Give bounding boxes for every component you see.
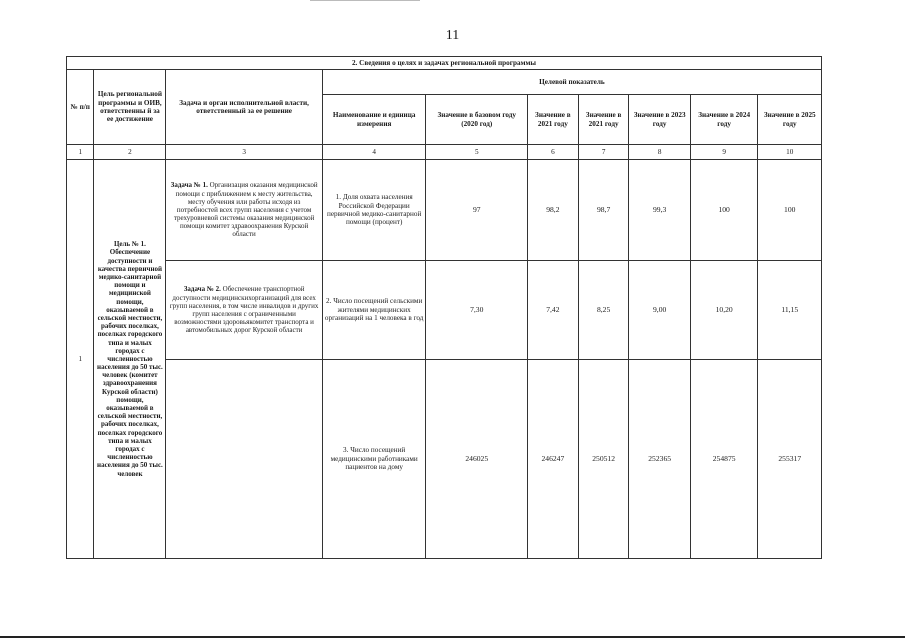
column-number: 10 — [758, 145, 822, 160]
indicator-2021-b: 98,7 — [578, 160, 629, 261]
indicator-name: 2. Число посещений сельскими жителями медицинских организаций на 1 человека в год — [322, 261, 426, 360]
column-number: 4 — [322, 145, 426, 160]
section-title: 2. Сведения о целях и задачах региональной программы — [67, 57, 822, 70]
indicator-2021-b: 8,25 — [578, 261, 629, 360]
indicator-2025: 11,15 — [758, 261, 822, 360]
indicator-2023: 252365 — [629, 360, 690, 559]
header-goal: Цель региональной программы и ОИВ, ответственны й за ее достижение — [94, 70, 166, 145]
header-row-1 — [67, 70, 822, 95]
goal-cell: Цель № 1. Обеспечение доступности и качества первичной медико-санитарной помощи и медицинской помощи, оказываемой в сельской местности, рабочих поселках, поселках городского типа и малых городах с численностью населения до 50 тыс. человек (комитет здравоохранения Курской области) помощи, оказываемой в сельской местности, рабочих поселках, поселках городского типа и малых городах с численностью населения до 50 тыс. человек — [94, 160, 166, 559]
indicator-base: 97 — [426, 160, 528, 261]
column-number: 6 — [527, 145, 578, 160]
column-number: 2 — [94, 145, 166, 160]
task-text: Организация оказания медицинской помощи с приближением к месту жительства, месту обучения или работы исходя из потребностей всех групп населения с учетом трехуровневой системы оказания медицинской помощи комитет здравоохранения Курской области — [173, 181, 318, 239]
indicator-name: 3. Число посещений медицинскими работниками пациентов на дому — [322, 360, 426, 559]
table-row — [67, 261, 822, 360]
indicator-2025: 255317 — [758, 360, 822, 559]
header-2024: Значение в 2024 году — [690, 95, 758, 145]
header-num: № п/п — [67, 70, 94, 145]
column-number: 1 — [67, 145, 94, 160]
task-title: Задача № 2. — [183, 285, 221, 294]
column-number-row — [67, 145, 822, 160]
indicator-2024: 254875 — [690, 360, 758, 559]
indicator-base: 7,30 — [426, 261, 528, 360]
header-2025: Значение в 2025 году — [758, 95, 822, 145]
header-task: Задача и орган исполнительной власти, ответственный за ее решение — [166, 70, 322, 145]
header-target-indicator: Целевой показатель — [322, 70, 821, 95]
table-row — [67, 360, 822, 559]
header-2023: Значение в 2023 году — [629, 95, 690, 145]
header-2021-a: Значение в 2021 году — [527, 95, 578, 145]
column-number: 5 — [426, 145, 528, 160]
task-cell — [166, 160, 322, 261]
regional-program-table — [66, 56, 822, 559]
column-number: 7 — [578, 145, 629, 160]
section-title-row — [67, 57, 822, 70]
indicator-2021-b: 250512 — [578, 360, 629, 559]
indicator-2021-a: 98,2 — [527, 160, 578, 261]
indicator-2024: 10,20 — [690, 261, 758, 360]
indicator-name: 1. Доля охвата населения Российской Федерации первичной медико-санитарной помощи (процент) — [322, 160, 426, 261]
column-number: 8 — [629, 145, 690, 160]
column-number: 3 — [166, 145, 322, 160]
header-indicator-name: Наименование и единица измерения — [322, 95, 426, 145]
indicator-2023: 9,00 — [629, 261, 690, 360]
indicator-base: 246025 — [426, 360, 528, 559]
page-number: 11 — [445, 28, 460, 43]
header-2021-b: Значение в 2021 году — [578, 95, 629, 145]
indicator-2021-a: 246247 — [527, 360, 578, 559]
task-cell-empty — [166, 360, 322, 559]
column-number: 9 — [690, 145, 758, 160]
indicator-2023: 99,3 — [629, 160, 690, 261]
header-base-year: Значение в базовом году (2020 год) — [426, 95, 528, 145]
scan-bottom-rule — [0, 636, 905, 638]
row-number: 1 — [67, 160, 94, 559]
task-text: Обеспечение транспортной доступности медицинскихорганизаций для всех групп населения, в том числе инвалидов и других групп населения с ограниченными возможностями здоровьякомитет транспорта и автомобильных дорог Курской области — [169, 285, 319, 335]
task-cell — [166, 261, 322, 360]
indicator-2024: 100 — [690, 160, 758, 261]
task-title: Задача № 1. — [170, 181, 208, 190]
indicator-2025: 100 — [758, 160, 822, 261]
indicator-2021-a: 7,42 — [527, 261, 578, 360]
table-row — [67, 160, 822, 261]
scan-top-rule — [310, 0, 420, 1]
